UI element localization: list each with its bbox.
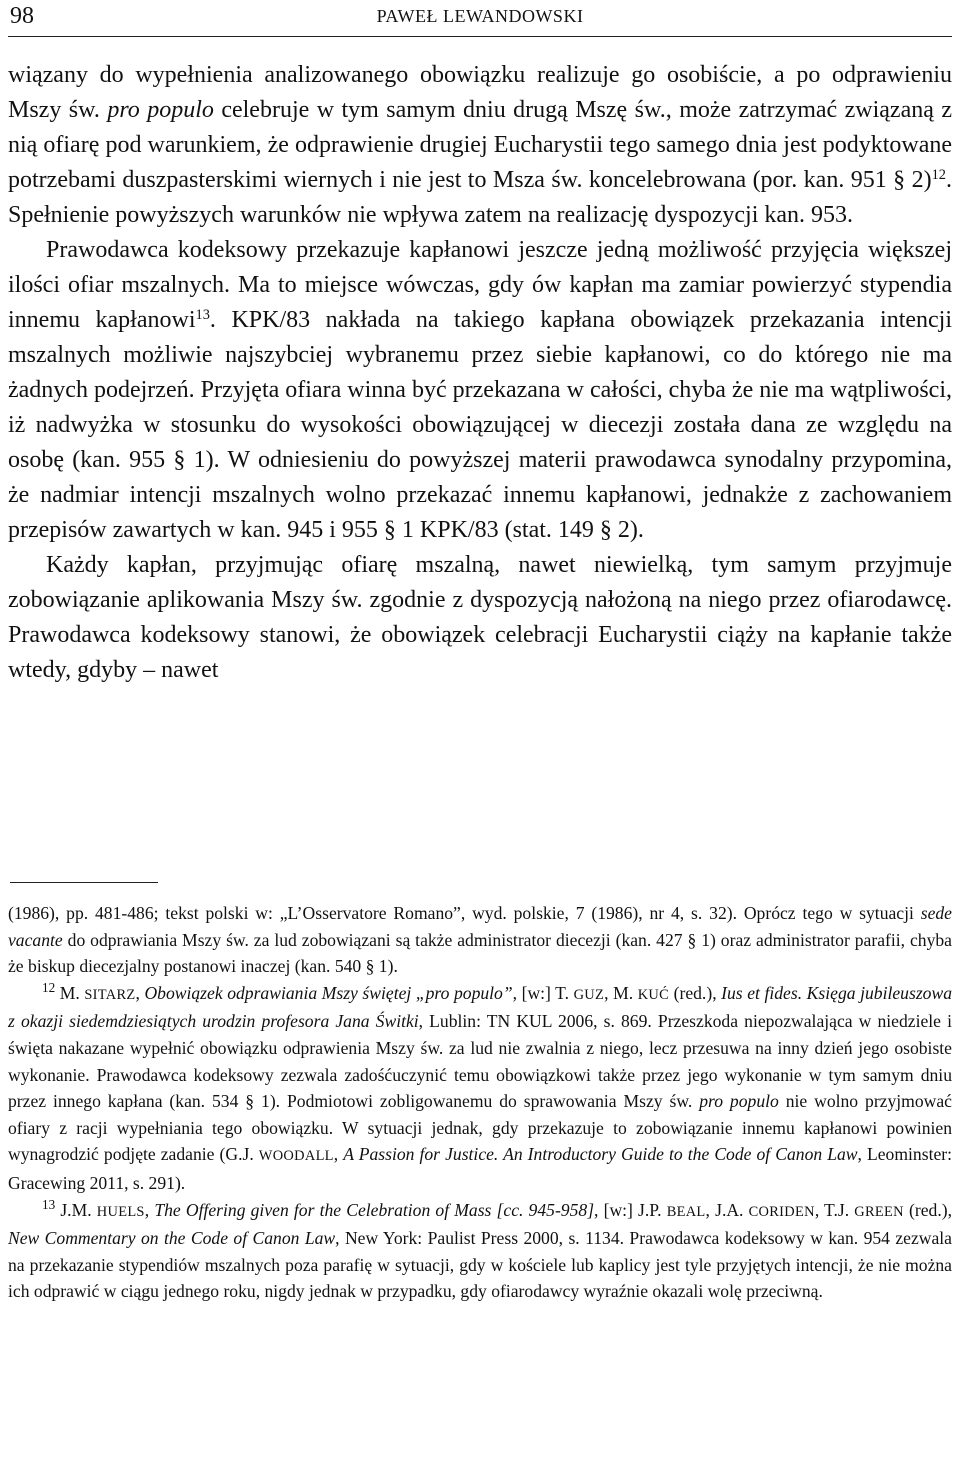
page-number: 98 [10, 3, 34, 29]
paragraph-1-text-a: wiązany do wypełnienia analizowanego obowiązku realizuje go osobiście, a po odprawieniu Mszy św. [8, 62, 952, 123]
footnote-ref-12[interactable]: 12 [931, 167, 946, 184]
footnote-12-book-title: Ius et fides. Księga jubileuszowa z okazji siedemdziesiątych urodzin profesora Jana Świtki [8, 982, 952, 1032]
footnote-13-text: (red.), [903, 1199, 952, 1220]
footnote-12-title: Obowiązek odprawiania Mszy świętej „pro populo” [144, 982, 513, 1003]
paragraph-2-text-a: Prawodawca kodeksowy przekazuje kapłanowi jeszcze jedną możliwość przyjęcia większej ilości ofiar mszalnych. Ma to miejsce wówczas, gdy ów kapłan ma zamiar powierzyć stypendia innemu kapłanowi [8, 237, 952, 333]
footnote-13-text: , T.J. [814, 1199, 855, 1220]
footnote-13-editor: GREEN [854, 1203, 904, 1220]
footnote-cont-text-b: do odprawiania Mszy św. za lud zobowiązani są także administrator diecezji (kan. 427 § 1) oraz administrator parafii, chyba że biskup diecezjalny postanowi inaczej (kan. 540 § 1). [8, 929, 952, 977]
paragraph-3 [8, 548, 952, 688]
footnote-13-text: , New York: Paulist Press 2000, s. 1134. Prawodawca kodeksowy w kan. 954 zezwala na przekazanie stypendiów mszalnych poza parafię w sytuacji, gdy w kościele lub kaplicy jest tyle przyjętych intencji, że nie można ich odprawić w ciągu jednego roku, nigdy jednak w przypadku, gdy ofiarodawcy wyraźnie okazali wolę przeciwną. [8, 1228, 952, 1302]
footnote-continuation [8, 900, 952, 980]
footnotes [8, 900, 952, 1305]
footnote-cont-italic: sede vacante [8, 903, 952, 950]
footnote-13-title: The Offering given for the Celebration of Mass [cc. 945-958] [154, 1199, 595, 1220]
footnote-12-text: , [w:] T. [512, 982, 574, 1003]
footnote-12-text: , Lublin: TN KUL 2006, s. 869. Przeszkoda niepozwalająca w niedziele i święta nakazane wypełnić obowiązku odprawienia Mszy św. za lud nie zwalnia z niego, lecz przesuwa na inny dzień jego osobiste wykonanie. Prawodawca kodeksowy zezwala zadośćuczynić temu obowiązkowi także przez jego wykonanie w tym samym dniu przez innego kapłana (kan. 534 § 1). Podmiotowi zobligowanemu do sprawowania Mszy św. [8, 1011, 952, 1112]
footnote-12-editor: KUĆ [637, 986, 670, 1003]
footnote-separator [10, 882, 158, 883]
footnote-13-author: HUELS [96, 1203, 145, 1220]
footnote-12-text: , Leominster: Gracewing 2011, s. 291). [8, 1144, 953, 1193]
paragraph-1-italic: pro populo [107, 97, 214, 123]
footnote-12 [8, 980, 952, 1197]
footnote-13-editor: CORIDEN [748, 1203, 815, 1220]
footnote-13-text: , J.A. [705, 1199, 749, 1220]
footnote-13-text: , [w:] J.P. [594, 1199, 667, 1220]
paragraph-1 [8, 58, 952, 233]
footnote-12-text: , [135, 982, 145, 1003]
footnote-12-text: , [333, 1144, 344, 1165]
footnote-12-book-title: A Passion for Justice. An Introductory Guide to the Code of Canon Law [343, 1144, 858, 1165]
footnote-12-number: 12 [42, 979, 56, 995]
footnote-ref-13[interactable]: 13 [195, 307, 210, 324]
footnote-12-text: M. [55, 982, 85, 1003]
footnote-12-author: WOODALL [258, 1148, 334, 1165]
paragraph-2 [8, 233, 952, 548]
footnote-13-number: 13 [42, 1196, 56, 1212]
footnote-cont-text-a: (1986), pp. 481-486; tekst polski w: „L’Osservatore Romano”, wyd. polskie, 7 (1986), nr 4, s. 32). Oprócz tego w sytuacji [8, 903, 921, 923]
footnote-13-book-title: New Commentary on the Code of Canon Law [8, 1228, 336, 1249]
footnote-12-editor: GUZ [573, 986, 605, 1003]
footnote-13 [8, 1197, 952, 1305]
footnote-12-text: nie wolno przyjmować ofiary z racji wypełniania tego obowiązku. W sytuacji jednak, gdy przekazuje to zobowiązanie innemu kapłanowi powinien wynagrodzić podjęte zadanie (G.J. [8, 1091, 952, 1165]
paragraph-1-text-b: celebruje w tym samym dniu drugą Mszę św., może zatrzymać związaną z nią ofiarę pod warunkiem, że odprawienie drugiej Eucharystii tego samego dnia jest podyktowane potrzebami duszpasterskimi wiernych i nie jest to Msza św. koncelebrowana (por. kan. 951 § 2) [8, 97, 952, 193]
page-header [8, 0, 952, 37]
footnote-12-italic: pro populo [699, 1091, 779, 1112]
paragraph-1-text-c: . Spełnienie powyższych warunków nie wpływa zatem na realizację dyspozycji kan. 953. [8, 167, 952, 228]
footnote-12-text: , M. [604, 982, 638, 1003]
main-text [8, 58, 952, 688]
footnote-12-author: SITARZ [84, 986, 136, 1003]
running-head-author: PAWEŁ LEWANDOWSKI [376, 6, 584, 26]
footnote-13-text: J.M. [55, 1199, 97, 1220]
paragraph-2-text-b: . KPK/83 nakłada na takiego kapłana obowiązek przekazania intencji mszalnych możliwie najszybciej wybranemu przez siebie kapłanowi, co do którego nie ma żadnych podejrzeń. Przyjęta ofiara winna być przekazana w całości, chyba że nie ma wątpliwości, iż nadwyżka w stosunku do wysokości obowiązującej w diecezji została dana ze względu na osobę (kan. 955 § 1). W odniesieniu do powyższej materii prawodawca synodalny przypomina, że nadmiar intencji mszalnych wolno przekazać innemu kapłanowi, jednakże z zachowaniem przepisów zawartych w kan. 945 i 955 § 1 KPK/83 (stat. 149 § 2). [8, 307, 952, 543]
footnote-13-editor: BEAL [666, 1203, 706, 1220]
footnote-12-text: (red.), [669, 982, 722, 1003]
paragraph-3-text: Każdy kapłan, przyjmując ofiarę mszalną, nawet niewielką, tym samym przyjmuje zobowiązanie aplikowania Mszy św. zgodnie z dyspozycją nałożoną na niego przez ofiarodawcę. Prawodawca kodeksowy stanowi, że obowiązek celebracji Eucharystii ciąży na kapłanie także wtedy, gdyby – nawet [8, 552, 952, 683]
footnote-13-text: , [144, 1199, 155, 1220]
